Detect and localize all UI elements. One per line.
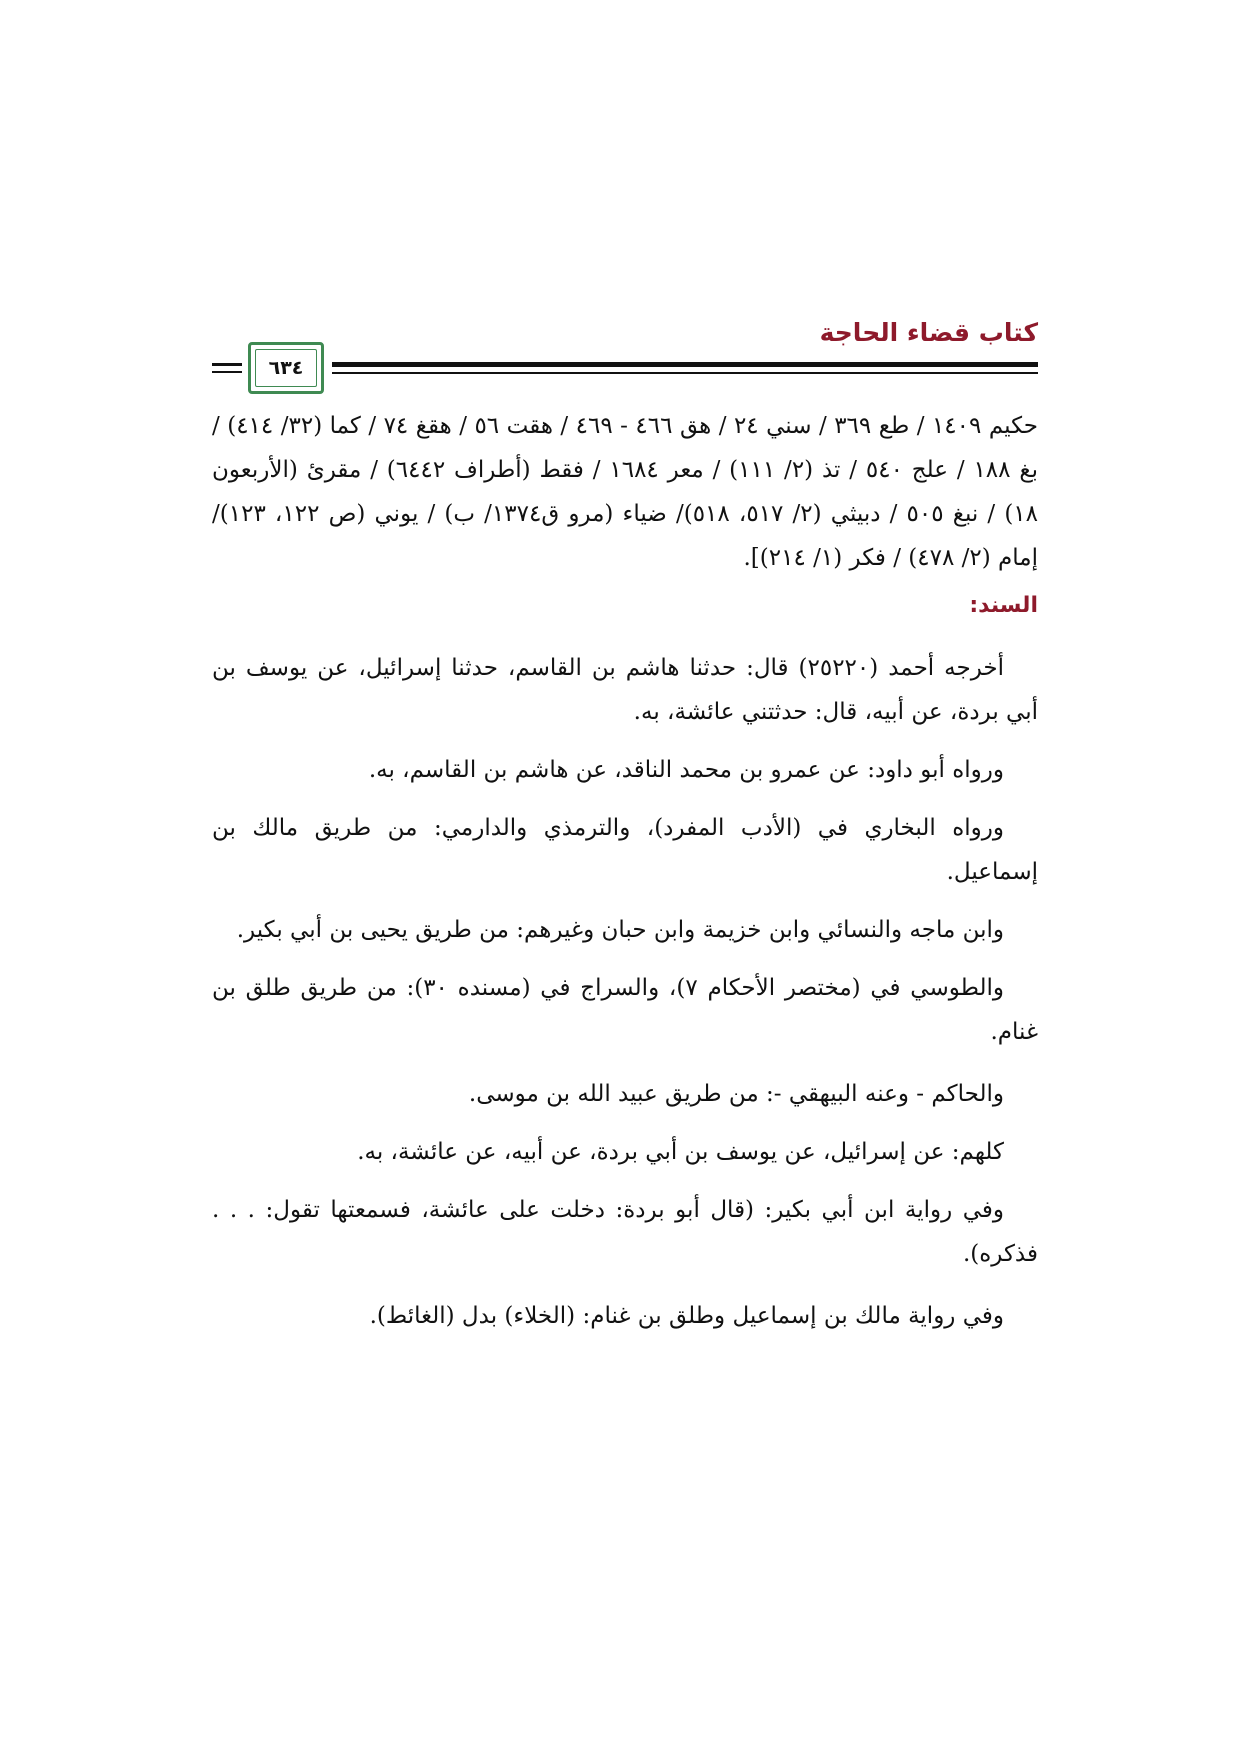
header-rule-left [212, 363, 242, 366]
paragraph: وابن ماجه والنسائي وابن خزيمة وابن حبان وغيرهم: من طريق يحيى بن أبي بكير. [236, 917, 1004, 943]
paragraph: كلهم: عن إسرائيل، عن يوسف بن أبي بردة، عن أبيه، عن عائشة، به. [357, 1139, 1004, 1165]
paragraph: ورواه البخاري في (الأدب المفرد)، والترمذي والدارمي: من طريق مالك بن إسماعيل. [212, 815, 1038, 885]
section-heading: السند: [969, 593, 1038, 618]
header-rule-thick [332, 362, 1038, 367]
paragraph: والطوسي في (مختصر الأحكام ٧)، والسراج في (مسنده ٣٠): من طريق طلق بن غنام. [212, 975, 1038, 1045]
paragraph: ورواه أبو داود: عن عمرو بن محمد الناقد، عن هاشم بن القاسم، به. [368, 757, 1004, 783]
header-rule-thin [332, 372, 1038, 374]
book-title: كتاب قضاء الحاجة [819, 318, 1038, 347]
paragraph: والحاكم - وعنه البيهقي -: من طريق عبيد الله بن موسى. [468, 1081, 1004, 1107]
page-content [212, 404, 1038, 1338]
page-number-badge [248, 342, 324, 394]
header-rule-left-lower [212, 371, 242, 373]
paragraph: أخرجه أحمد (٢٥٢٢٠) قال: حدثنا هاشم بن القاسم، حدثنا إسرائيل، عن يوسف بن أبي بردة، عن أبيه، قال: حدثتني عائشة، به. [212, 655, 1038, 725]
references-paragraph: حكيم ١٤٠٩ / طع ٣٦٩ / سني ٢٤ / هق ٤٦٦ - ٤٦٩ / هقت ٥٦ / هقغ ٧٤ / كما (٣٢/ ٤١٤) / بغ ١٨٨ / علج ٥٤٠ / تذ (٢/ ١١١) / معر ١٦٨٤ / فقط (أطراف ٦٤٤٢) / مقرئ (الأربعون ١٨) / نبغ ٥٠٥ / دبيثي (٢/ ٥١٧، ٥١٨)/ ضياء (مرو ق١٣٧٤/ ب) / يوني (ص ١٢٢، ١٢٣)/ إمام (٢/ ٤٧٨) / فكر (١/ ٢١٤)]. [212, 413, 1039, 571]
paragraph: وفي رواية مالك بن إسماعيل وطلق بن غنام: (الخلاء) بدل (الغائط). [369, 1303, 1004, 1329]
page-header [212, 312, 1038, 402]
paragraph: وفي رواية ابن أبي بكير: (قال أبو بردة: دخلت على عائشة، فسمعتها تقول: . . . فذكره). [212, 1197, 1038, 1267]
page-number: ٦٣٤ [268, 357, 304, 379]
